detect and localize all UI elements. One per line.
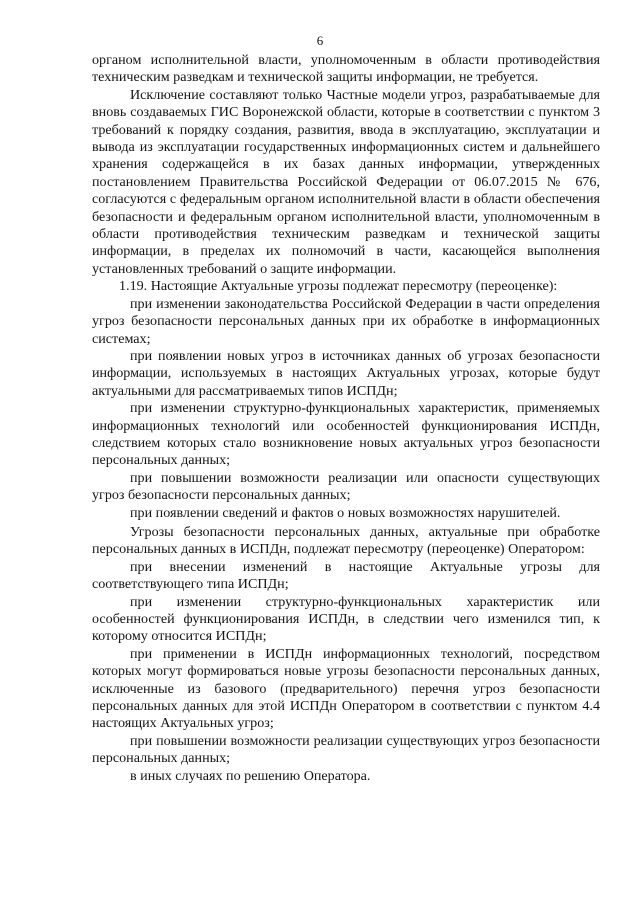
list-item-new-threats: при появлении новых угроз в источниках данных об угрозах безопасности информации, используемых в настоящих Актуальных угрозах, которые будут актуальными для рассматриваемых типов ИСПДн; <box>92 347 600 399</box>
paragraph-continuation: органом исполнительной власти, уполномоченным в области противодействия техническим разведкам и технической защиты информации, не требуется. <box>92 52 600 86</box>
list-item-operator-decision: в иных случаях по решению Оператора. <box>130 767 371 784</box>
paragraph-operator-review: Угрозы безопасности персональных данных, актуальные при обработке персональных данных в ИСПДн, подлежат пересмотру (переоценке) Оператором: <box>92 523 600 558</box>
list-item-legislation-change: при изменении законодательства Российской Федерации в части определения угроз безопасности персональных данных при их обработке в информационных системах; <box>92 295 600 347</box>
paragraph-exception: Исключение составляют только Частные модели угроз, разрабатываемые для вновь создаваемых ГИС Воронежской области, которые в соответствии с пунктом 3 требований к порядку создания, развития, ввода в эксплуатацию, эксплуатации и вывода из эксплуатации государственных информационных систем и дальнейшего хранения содержащейся в их базах данных информации, утвержденных постановлением Правительства Российской Федерации от 06.07.2015 № 676, согласуются с федеральным органом исполнительной власти в области обеспечения безопасности и федеральным органом исполнительной власти, уполномоченным в области противодействия техническим разведкам и технической защиты информации, в пределах их полномочий в части, касающейся выполнения установленных требований о защите информации. <box>92 86 600 277</box>
list-item-type-change: при изменении структурно-функциональных характеристик или особенностей функционирования ИСПДн, в следствии чего изменился тип, к которому относится ИСПДн; <box>92 593 600 645</box>
list-item-increased-possibility: при повышении возможности реализации или опасности существующих угроз безопасности персональных данных; <box>92 469 600 504</box>
list-item-structural-change: при изменении структурно-функциональных характеристик, применяемых информационных технологий или особенностей функционирования ИСПДн, следствием которых стало возникновение новых актуальных угроз безопасности персональных данных; <box>92 400 600 469</box>
list-item-increased-realization: при повышении возможности реализации существующих угроз безопасности персональных данных; <box>92 732 600 767</box>
document-body <box>92 52 600 785</box>
list-item-amendments: при внесении изменений в настоящие Актуальные угрозы для соответствующего типа ИСПДн; <box>92 558 600 593</box>
paragraph-1-19: 1.19. Настоящие Актуальные угрозы подлежат пересмотру (переоценке): <box>119 278 558 295</box>
page-number: 6 <box>316 33 324 48</box>
list-item-new-technologies: при применении в ИСПДн информационных технологий, посредством которых могут формироваться новые угрозы безопасности персональных данных, исключенные из базового (предварительного) перечня угроз безопасности персональных данных для этой ИСПДн Оператором в соответствии с пунктом 4.4 настоящих Актуальных угроз; <box>92 645 600 732</box>
list-item-new-intruder-info: при появлении сведений и фактов о новых возможностях нарушителей. <box>130 504 561 521</box>
